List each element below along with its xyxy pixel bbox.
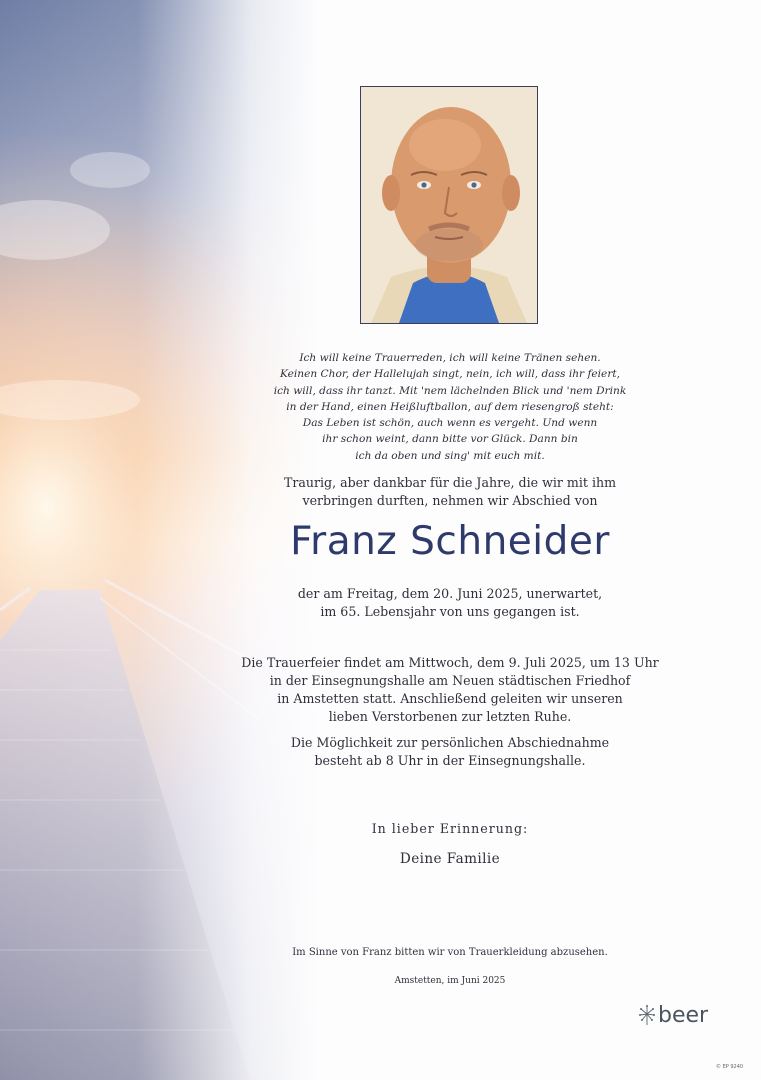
funeral-line: in der Einsegnungshalle am Neuen städtischen Friedhof (269, 673, 631, 688)
portrait-illustration (361, 87, 537, 323)
funeral-line: in Amstetten statt. Anschließend geleiten wir unseren (277, 691, 623, 706)
poem-line: in der Hand, einen Heißluftballon, auf dem riesengroß steht: (286, 400, 614, 413)
place-date: Amstetten, im Juni 2025 (394, 976, 506, 986)
dandelion-icon (638, 1004, 656, 1026)
family-signature: Deine Familie (399, 851, 501, 867)
beer-logo (638, 1002, 708, 1028)
poem-line: ich will, dass ihr tanzt. Mit 'nem lächelnden Blick und 'nem Drink (273, 384, 627, 397)
logo-text: beer (658, 1002, 709, 1028)
farewell-line: Die Möglichkeit zur persönlichen Abschiednahme (290, 735, 610, 750)
clothing-note: Im Sinne von Franz bitten wir von Trauerkleidung abzusehen. (292, 947, 608, 958)
poem-line: Keinen Chor, der Hallelujah singt, nein, ich will, dass ihr feiert, (279, 368, 621, 381)
poem-line: Ich will keine Trauerreden, ich will keine Tränen sehen. (299, 352, 601, 364)
poem-quote (240, 350, 660, 464)
intro-text (240, 474, 660, 510)
funeral-details (240, 654, 660, 726)
farewell-details (240, 734, 660, 770)
memory-heading: In lieber Erinnerung: (371, 821, 529, 836)
deceased-name: Franz Schneider (290, 519, 610, 564)
intro-line: verbringen durften, nehmen wir Abschied von (302, 493, 598, 508)
portrait-photo (360, 86, 538, 324)
farewell-line: besteht ab 8 Uhr in der Einsegnungshalle. (314, 753, 586, 768)
death-notice (240, 585, 660, 621)
funeral-line: Die Trauerfeier findet am Mittwoch, dem 9. Juli 2025, um 13 Uhr (241, 655, 659, 670)
intro-line: Traurig, aber dankbar für die Jahre, die wir mit ihm (283, 475, 617, 490)
death-line: der am Freitag, dem 20. Juni 2025, unerwartet, (297, 586, 603, 601)
poem-line: ich da oben und sing' mit euch mit. (355, 449, 545, 462)
poem-line: Das Leben ist schön, auch wenn es vergeht. Und wenn (302, 417, 598, 430)
print-code: © EP 9240 (716, 1064, 744, 1070)
funeral-line: lieben Verstorbenen zur letzten Ruhe. (328, 709, 572, 724)
poem-line: ihr schon weint, dann bitte vor Glück. Dann bin (322, 433, 578, 446)
death-line: im 65. Lebensjahr von uns gegangen ist. (320, 604, 580, 619)
